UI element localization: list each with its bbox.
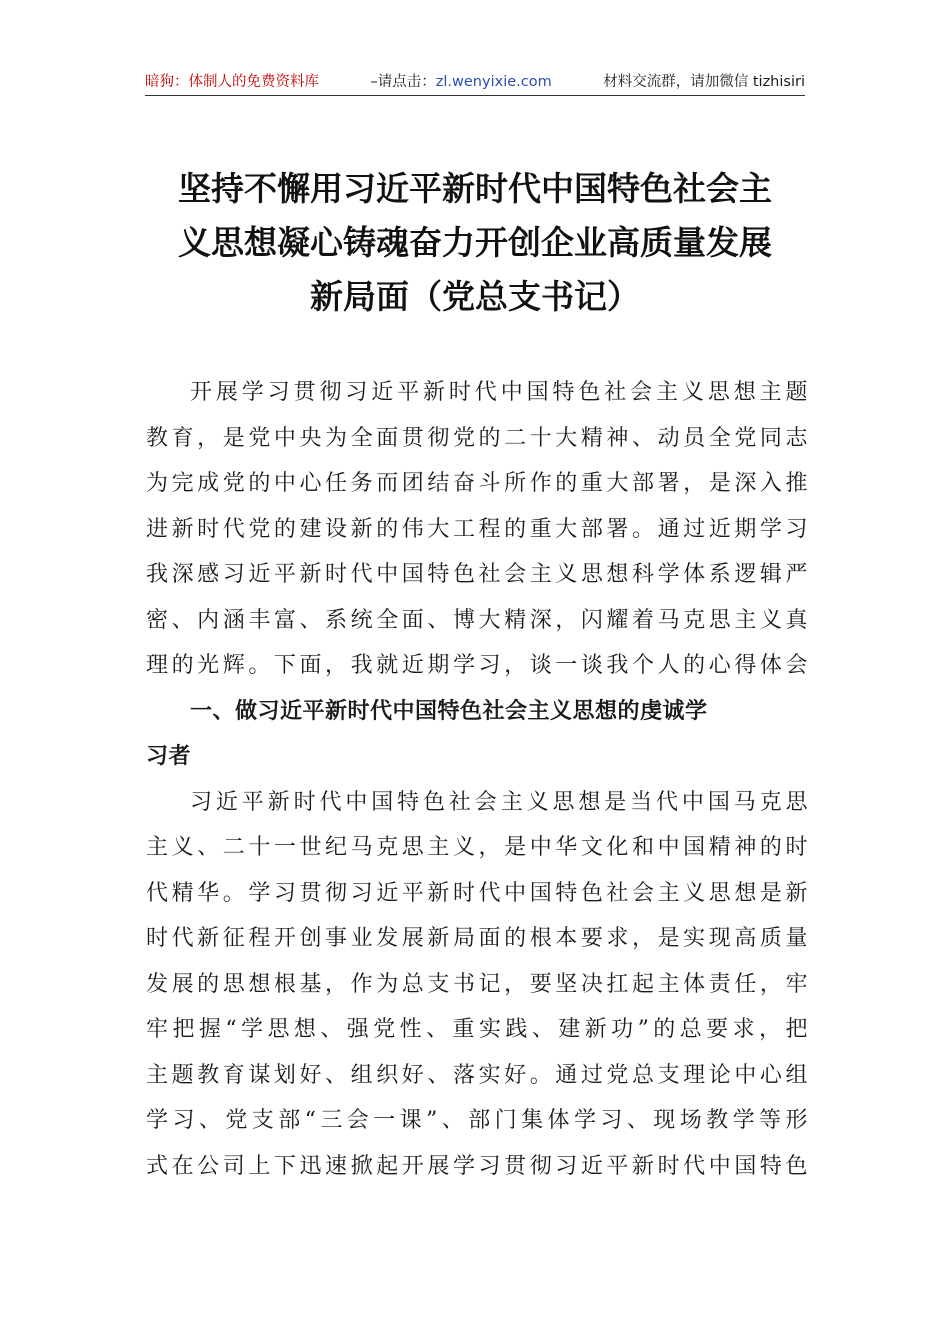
title-line: 新局面（党总支书记） <box>310 277 640 316</box>
paragraph-line: 进新时代党的建设新的伟大工程的重大部署。通过近期学习 <box>146 516 808 542</box>
header-contact: 材料交流群，请加微信 tizhisiri <box>603 74 805 90</box>
header-brand: 暗狗：体制人的免费资料库 <box>145 74 319 90</box>
paragraph-line: 为完成党的中心任务而团结奋斗所作的重大部署，是深入推 <box>146 471 808 496</box>
paragraph-line: 主义、二十一世纪马克思主义，是中华文化和中国精神的时 <box>146 835 808 860</box>
paragraph-line: 理的光辉。下面，我就近期学习，谈一谈我个人的心得体会 <box>146 653 808 678</box>
paragraph-line: 发展的思想根基，作为总支书记，要坚决扛起主体责任，牢 <box>146 971 808 997</box>
intro-paragraph <box>146 370 808 689</box>
paragraph-line: 时代新征程开创事业发展新局面的根本要求，是实现高质量 <box>146 926 808 951</box>
paragraph-line: 学习、党支部“三会一课”、部门集体学习、现场教学等形 <box>146 1108 808 1133</box>
title-line: 义思想凝心铸魂奋力开创企业高质量发展 <box>178 223 772 262</box>
heading-line: 一、做习近平新时代中国特色社会主义思想的虔诚学 <box>190 698 708 724</box>
paragraph-line: 主题教育谋划好、组织好、落实好。通过党总支理论中心组 <box>146 1062 808 1088</box>
paragraph-line: 牢把握“学思想、强党性、重实践、建新功”的总要求，把 <box>146 1017 808 1042</box>
heading-line: 习者 <box>146 744 192 769</box>
paragraph-line: 代精华。学习贯彻习近平新时代中国特色社会主义思想是新 <box>146 880 808 906</box>
section-heading <box>146 689 808 780</box>
paragraph-line: 习近平新时代中国特色社会主义思想是当代中国马克思 <box>190 789 808 815</box>
paragraph-line: 密、内涵丰富、系统全面、博大精深，闪耀着马克思主义真 <box>146 607 808 633</box>
document-title <box>140 162 810 324</box>
header-url-link[interactable]: zl.wenyixie.com <box>435 74 552 90</box>
paragraph-line: 教育，是党中央为全面贯彻党的二十大精神、动员全党同志 <box>146 425 808 451</box>
header-divider <box>145 95 805 96</box>
header-link-group <box>371 70 552 94</box>
title-line: 坚持不懈用习近平新时代中国特色社会主 <box>178 169 772 208</box>
section-paragraph <box>146 780 808 1190</box>
header-prompt: –请点击： <box>370 74 436 90</box>
page-header <box>145 70 805 94</box>
paragraph-line: 式在公司上下迅速掀起开展学习贯彻习近平新时代中国特色 <box>146 1153 808 1179</box>
paragraph-line: 我深感习近平新时代中国特色社会主义思想科学体系逻辑严 <box>146 562 808 587</box>
paragraph-line: 开展学习贯彻习近平新时代中国特色社会主义思想主题 <box>190 380 808 405</box>
document-body <box>146 370 808 1189</box>
